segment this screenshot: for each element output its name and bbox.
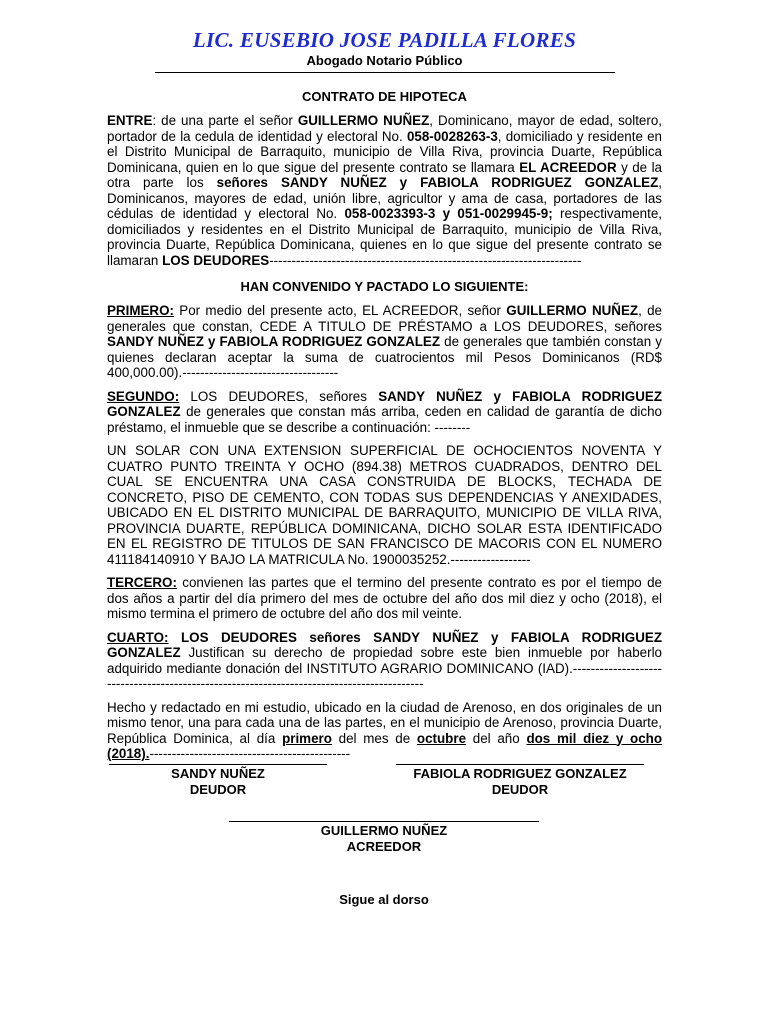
signatures-block: [107, 764, 662, 864]
closing-text-4: ---------------------------------------------: [149, 746, 351, 761]
signature-role: DEUDOR: [189, 782, 247, 797]
closing-text-1: Hecho y redactado en mi estudio, ubicado en la ciudad de Arenoso, en dos originales de un mismo tenor, una para cada una de las partes, en el municipio de Arenoso, provincia Duarte, República Dominica, al día: [107, 699, 662, 746]
tercero-label: TERCERO:: [107, 575, 177, 590]
signature-role: DEUDOR: [491, 782, 549, 797]
entre-text-7: ----------------------------------------------------------------------: [269, 252, 582, 268]
signature-deudor-2: [396, 764, 644, 798]
entre-paragraph: [107, 113, 662, 268]
closing-day: primero: [282, 730, 332, 746]
solar-description: UN SOLAR CON UNA EXTENSION SUPERFICIAL DE OCHOCIENTOS NOVENTA Y CUATRO PUNTO TREINTA Y OCHO (894.38) METROS CUADRADOS, DENTRO DEL CUAL SE ENCUENTRA UNA CASA CONSTRUIDA DE BLOCKS, TECHADA DE CONCRETO, PISO DE CEMENTO, CON TODAS SUS DEPENDENCIAS Y ANEXIDADES, UBICADO EN EL DISTRITO MUNICIPAL DE BARRAQUITO, MUNICIPIO DE VILLA RIVA, PROVINCIA DUARTE, REPÚBLICA DOMINICANA, DICHO SOLAR ESTA IDENTIFICADO EN EL REGISTRO DE TITULOS DE SAN FRANCISCO DE MACORIS CON EL NUMERO 411184140910 Y BAJO LA MATRICULA No. 1900035252.------------------: [107, 443, 662, 567]
closing-paragraph: [107, 700, 662, 762]
header-divider: [155, 72, 615, 73]
primero-text-3: de generales que también constan y quienes declaran aceptar la suma de cuatrocientos mil Pesos Dominicanos (RD$ 400,000.00).-----------------------------------: [107, 334, 662, 380]
signature-name: SANDY NUÑEZ: [171, 766, 265, 781]
lawyer-role-subtitle: Abogado Notario Público: [306, 53, 463, 68]
signature-name: GUILLERMO NUÑEZ: [320, 823, 448, 838]
primero-acreedor-name: GUILLERMO NUÑEZ: [506, 303, 639, 318]
document-page: [107, 28, 662, 762]
primero-deudores-names: SANDY NUÑEZ y FABIOLA RODRIGUEZ GONZALEZ: [107, 334, 441, 349]
entre-text-5: , Dominicanos, mayores de edad, unión libre, agricultor y ama de casa, portadores de las cédulas de identidad y electoral No.: [107, 175, 662, 221]
primero-paragraph: [107, 303, 662, 381]
signature-line: [229, 821, 539, 822]
segundo-paragraph: [107, 389, 662, 436]
signature-acreedor: [229, 821, 539, 855]
primero-label: PRIMERO:: [107, 303, 174, 318]
lawyer-name-title: LIC. EUSEBIO JOSE PADILLA FLORES: [192, 28, 577, 52]
signature-role: ACREEDOR: [346, 839, 422, 854]
entre-text-6: respectivamente, domiciliados y residentes en el Distrito Municipal de Barraquito, municipio de Villa Riva, provincia Duarte, República Dominicana, quienes en lo que sigue del presente contrato se llamaran: [107, 206, 663, 268]
agreement-heading: HAN CONVENIDO Y PACTADO LO SIGUIENTE:: [240, 279, 529, 294]
entre-text-1: : de una parte el señor: [152, 113, 298, 128]
continue-on-back-note: Sigue al dorso: [339, 892, 429, 907]
segundo-text-2: de generales que constan más arriba, ceden en calidad de garantía de dicho préstamo, el inmueble que se describe a continuación: --------: [107, 404, 662, 435]
contract-heading: CONTRATO DE HIPOTECA: [302, 89, 467, 104]
segundo-label: SEGUNDO:: [107, 388, 180, 404]
closing-year: dos mil diez y ocho (2018).: [107, 730, 663, 761]
segundo-names: SANDY NUÑEZ y FABIOLA RODRIGUEZ GONZALEZ: [107, 388, 662, 419]
primero-text-2: , de generales que constan, CEDE A TITULO DE PRÉSTAMO a LOS DEUDORES, señores: [107, 303, 662, 334]
cuarto-text: Justifican su derecho de propiedad sobre este bien inmueble por haberlo adquirido mediante donación del INSTITUTO AGRARIO DOMINICANO (IAD).-------------------------------------------------------------------------------------------: [107, 645, 662, 691]
tercero-paragraph: [107, 575, 662, 622]
signature-name: FABIOLA RODRIGUEZ GONZALEZ: [413, 766, 627, 781]
los-deudores-term: LOS DEUDORES: [162, 252, 270, 268]
segundo-text-1: LOS DEUDORES, señores: [179, 388, 379, 404]
tercero-text: convienen las partes que el termino del presente contrato es por el tiempo de dos años a partir del día primero del mes de octubre del año dos mil diez y ocho (2018), el mismo termina el primero de octubre del año dos mil veinte.: [107, 575, 662, 621]
signature-deudor-1: [109, 764, 327, 798]
entre-text-3: , domiciliado y residente en el Distrito Municipal de Barraquito, municipio de Villa Riva, provincia Duarte, República Dominicana, quien en lo que sigue del presente contrato se llamara: [107, 128, 663, 175]
acreedor-cedula: 058-0028263-3: [406, 128, 498, 144]
cuarto-names: LOS DEUDORES señores SANDY NUÑEZ y FABIOLA RODRIGUEZ GONZALEZ: [107, 629, 662, 660]
primero-text-1: Por medio del presente acto, EL ACREEDOR, señor: [173, 303, 507, 318]
entre-label: ENTRE: [107, 113, 153, 128]
closing-text-3: del año: [466, 730, 527, 746]
deudores-names: señores SANDY NUÑEZ y FABIOLA RODRIGUEZ GONZALEZ: [216, 175, 659, 190]
closing-text-2: del mes de: [331, 730, 417, 746]
entre-text-4: y de la otra parte los: [107, 159, 662, 190]
deudores-cedulas: 058-0023393-3 y 051-0029945-9;: [344, 206, 553, 221]
cuarto-paragraph: [107, 630, 662, 692]
closing-month: octubre: [416, 730, 467, 746]
signature-line: [109, 764, 327, 765]
acreedor-name: GUILLERMO NUÑEZ: [297, 113, 430, 128]
cuarto-label: CUARTO:: [107, 629, 169, 645]
el-acreedor-term: EL ACREEDOR: [519, 159, 617, 175]
entre-text-2: , Dominicano, mayor de edad, soltero, portador de la cedula de identidad y electoral No.: [107, 113, 662, 144]
signature-line: [396, 764, 644, 765]
